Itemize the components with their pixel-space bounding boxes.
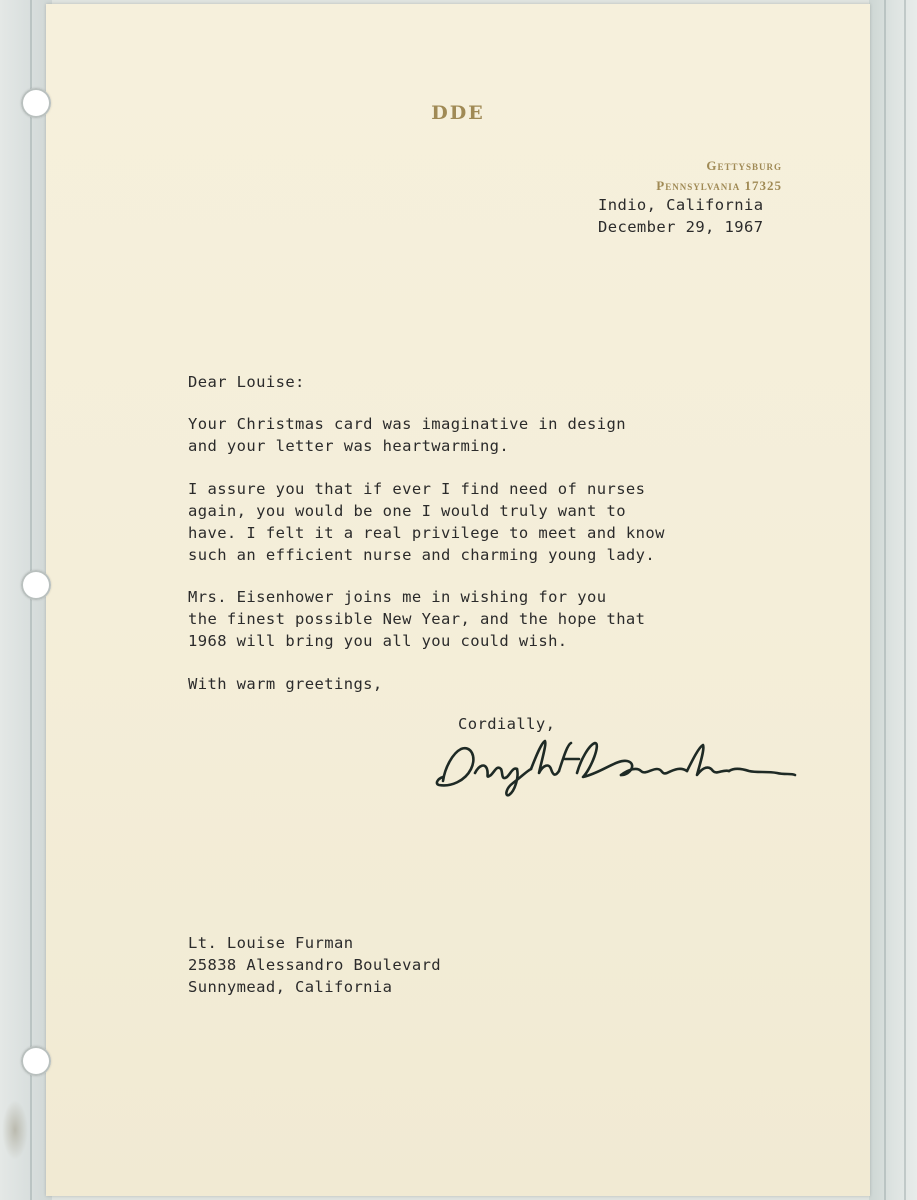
paragraph-line: the finest possible New Year, and the hope that (188, 610, 646, 628)
paper-stain (2, 1100, 28, 1160)
letterhead-monogram: DDE (431, 102, 485, 124)
paragraph-line: and your letter was heartwarming. (188, 437, 510, 455)
letter-location: Indio, California (598, 196, 764, 214)
paragraph-1 (188, 413, 626, 457)
sleeve-right-edge (869, 0, 917, 1200)
paragraph-line: again, you would be one I would truly want to (188, 502, 626, 520)
letter-page (46, 4, 870, 1196)
paragraph-line: Mrs. Eisenhower joins me in wishing for you (188, 588, 607, 606)
letterhead-state-zip: Pennsylvania 17325 (656, 178, 782, 193)
sleeve-line (30, 0, 32, 1200)
paragraph-2 (188, 478, 665, 566)
recipient-street: 25838 Alessandro Boulevard (188, 956, 442, 974)
letterhead-city: Gettysburg (706, 158, 782, 173)
paragraph-line: have. I felt it a real privilege to meet and know (188, 524, 665, 542)
recipient-name: Lt. Louise Furman (188, 934, 354, 952)
closing: Cordially, (458, 715, 556, 733)
sleeve-line (904, 0, 906, 1200)
punch-hole (21, 570, 51, 600)
signature-image (431, 729, 801, 799)
paragraph-line: Your Christmas card was imaginative in design (188, 415, 626, 433)
sign-off-greeting: With warm greetings, (188, 675, 383, 693)
paragraph-line: 1968 will bring you all you could wish. (188, 632, 568, 650)
sleeve-line (884, 0, 886, 1200)
paragraph-3 (188, 586, 645, 652)
letter-date: December 29, 1967 (598, 218, 764, 236)
salutation: Dear Louise: (188, 373, 305, 391)
sleeve-left-edge (0, 0, 52, 1200)
punch-hole (21, 1046, 51, 1076)
paragraph-line: I assure you that if ever I find need of nurses (188, 480, 646, 498)
punch-hole (21, 88, 51, 118)
recipient-city: Sunnymead, California (188, 978, 393, 996)
paragraph-line: such an efficient nurse and charming young lady. (188, 546, 656, 564)
